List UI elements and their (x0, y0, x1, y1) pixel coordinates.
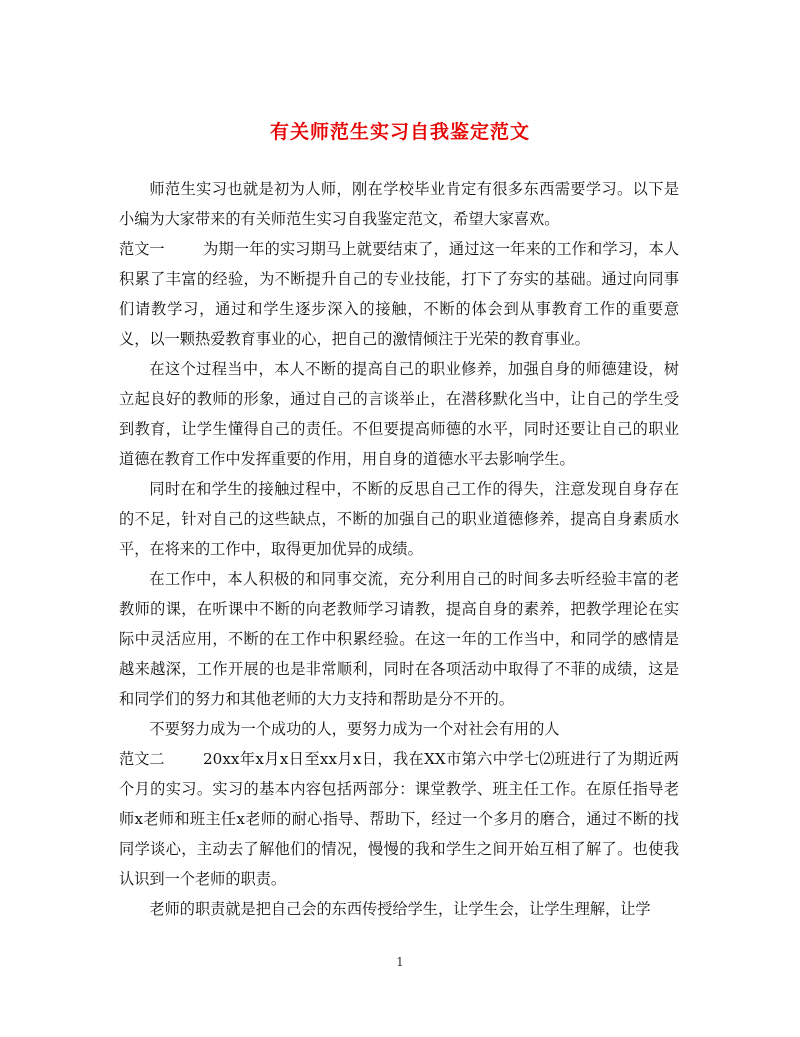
section-label: 范文二 (119, 750, 165, 768)
paragraph-text: 在这个过程当中，本人不断的提高自己的职业修养，加强自身的师德建设，树立起良好的教师的形象，通过自己的言谈举止，在潜移默化当中，让自己的学生受到教育，让学生懂得自己的责任。不但要提高师德的水平，同时还要让自己的职业道德在教育工作中发挥重要的作用，用自身的道德水平去影响学生。 (119, 360, 679, 468)
paragraph-text: 不要努力成为一个成功的人，要努力成为一个对社会有用的人 (149, 720, 560, 738)
paragraph-intro (119, 174, 679, 234)
document-body (119, 174, 679, 924)
paragraph-text: 师范生实习也就是初为人师，刚在学校毕业肯定有很多东西需要学习。以下是小编为大家带来的有关师范生实习自我鉴定范文，希望大家喜欢。 (119, 180, 679, 228)
paragraph (119, 564, 679, 714)
paragraph (119, 354, 679, 474)
paragraph-text: 老师的职责就是把自己会的东西传授给学生，让学生会，让学生理解，让学 (149, 900, 651, 918)
section-label: 范文一 (119, 240, 165, 258)
paragraph (119, 894, 679, 924)
paragraph-text: 在工作中，本人积极的和同事交流，充分利用自己的时间多去听经验丰富的老教师的课，在听课中不断的向老教师学习请教，提高自身的素养，把教学理论在实际中灵活应用，不断的在工作中积累经验。在这一年的工作当中，和同学的感情是越来越深，工作开展的也是非常顺利，同时在各项活动中取得了不菲的成绩，这是和同学们的努力和其他老师的大力支持和帮助是分不开的。 (119, 570, 679, 708)
page-number: 1 (396, 955, 404, 969)
paragraph (119, 474, 679, 564)
paragraph-text: 同时在和学生的接触过程中，不断的反思自己工作的得失，注意发现自身存在的不足，针对自己的这些缺点，不断的加强自己的职业道德修养，提高自身素质水平，在将来的工作中，取得更加优异的成绩。 (119, 480, 679, 558)
paragraph-motto (119, 714, 679, 744)
paragraph-text: 20xx年x月x日至xx月x日，我在XX市第六中学七⑵班进行了为期近两个月的实习。实习的基本内容包括两部分：课堂教学、班主任工作。在原任指导老师x老师和班主任x老师的耐心指导、帮助下，经过一个多月的磨合，通过不断的找同学谈心，主动去了解他们的情况，慢慢的我和学生之间开始互相了解了。也使我认识到一个老师的职责。 (119, 750, 679, 888)
paragraph-sample-one (119, 234, 679, 354)
paragraph-sample-two (119, 744, 679, 894)
document-title: 有关师范生实习自我鉴定范文 (269, 121, 530, 143)
paragraph-text: 为期一年的实习期马上就要结束了，通过这一年来的工作和学习，本人积累了丰富的经验，为不断提升自己的专业技能，打下了夯实的基础。通过向同事们请教学习，通过和学生逐步深入的接触，不断的体会到从事教育工作的重要意义，以一颗热爱教育事业的心，把自己的激情倾注于光荣的教育事业。 (119, 240, 679, 348)
